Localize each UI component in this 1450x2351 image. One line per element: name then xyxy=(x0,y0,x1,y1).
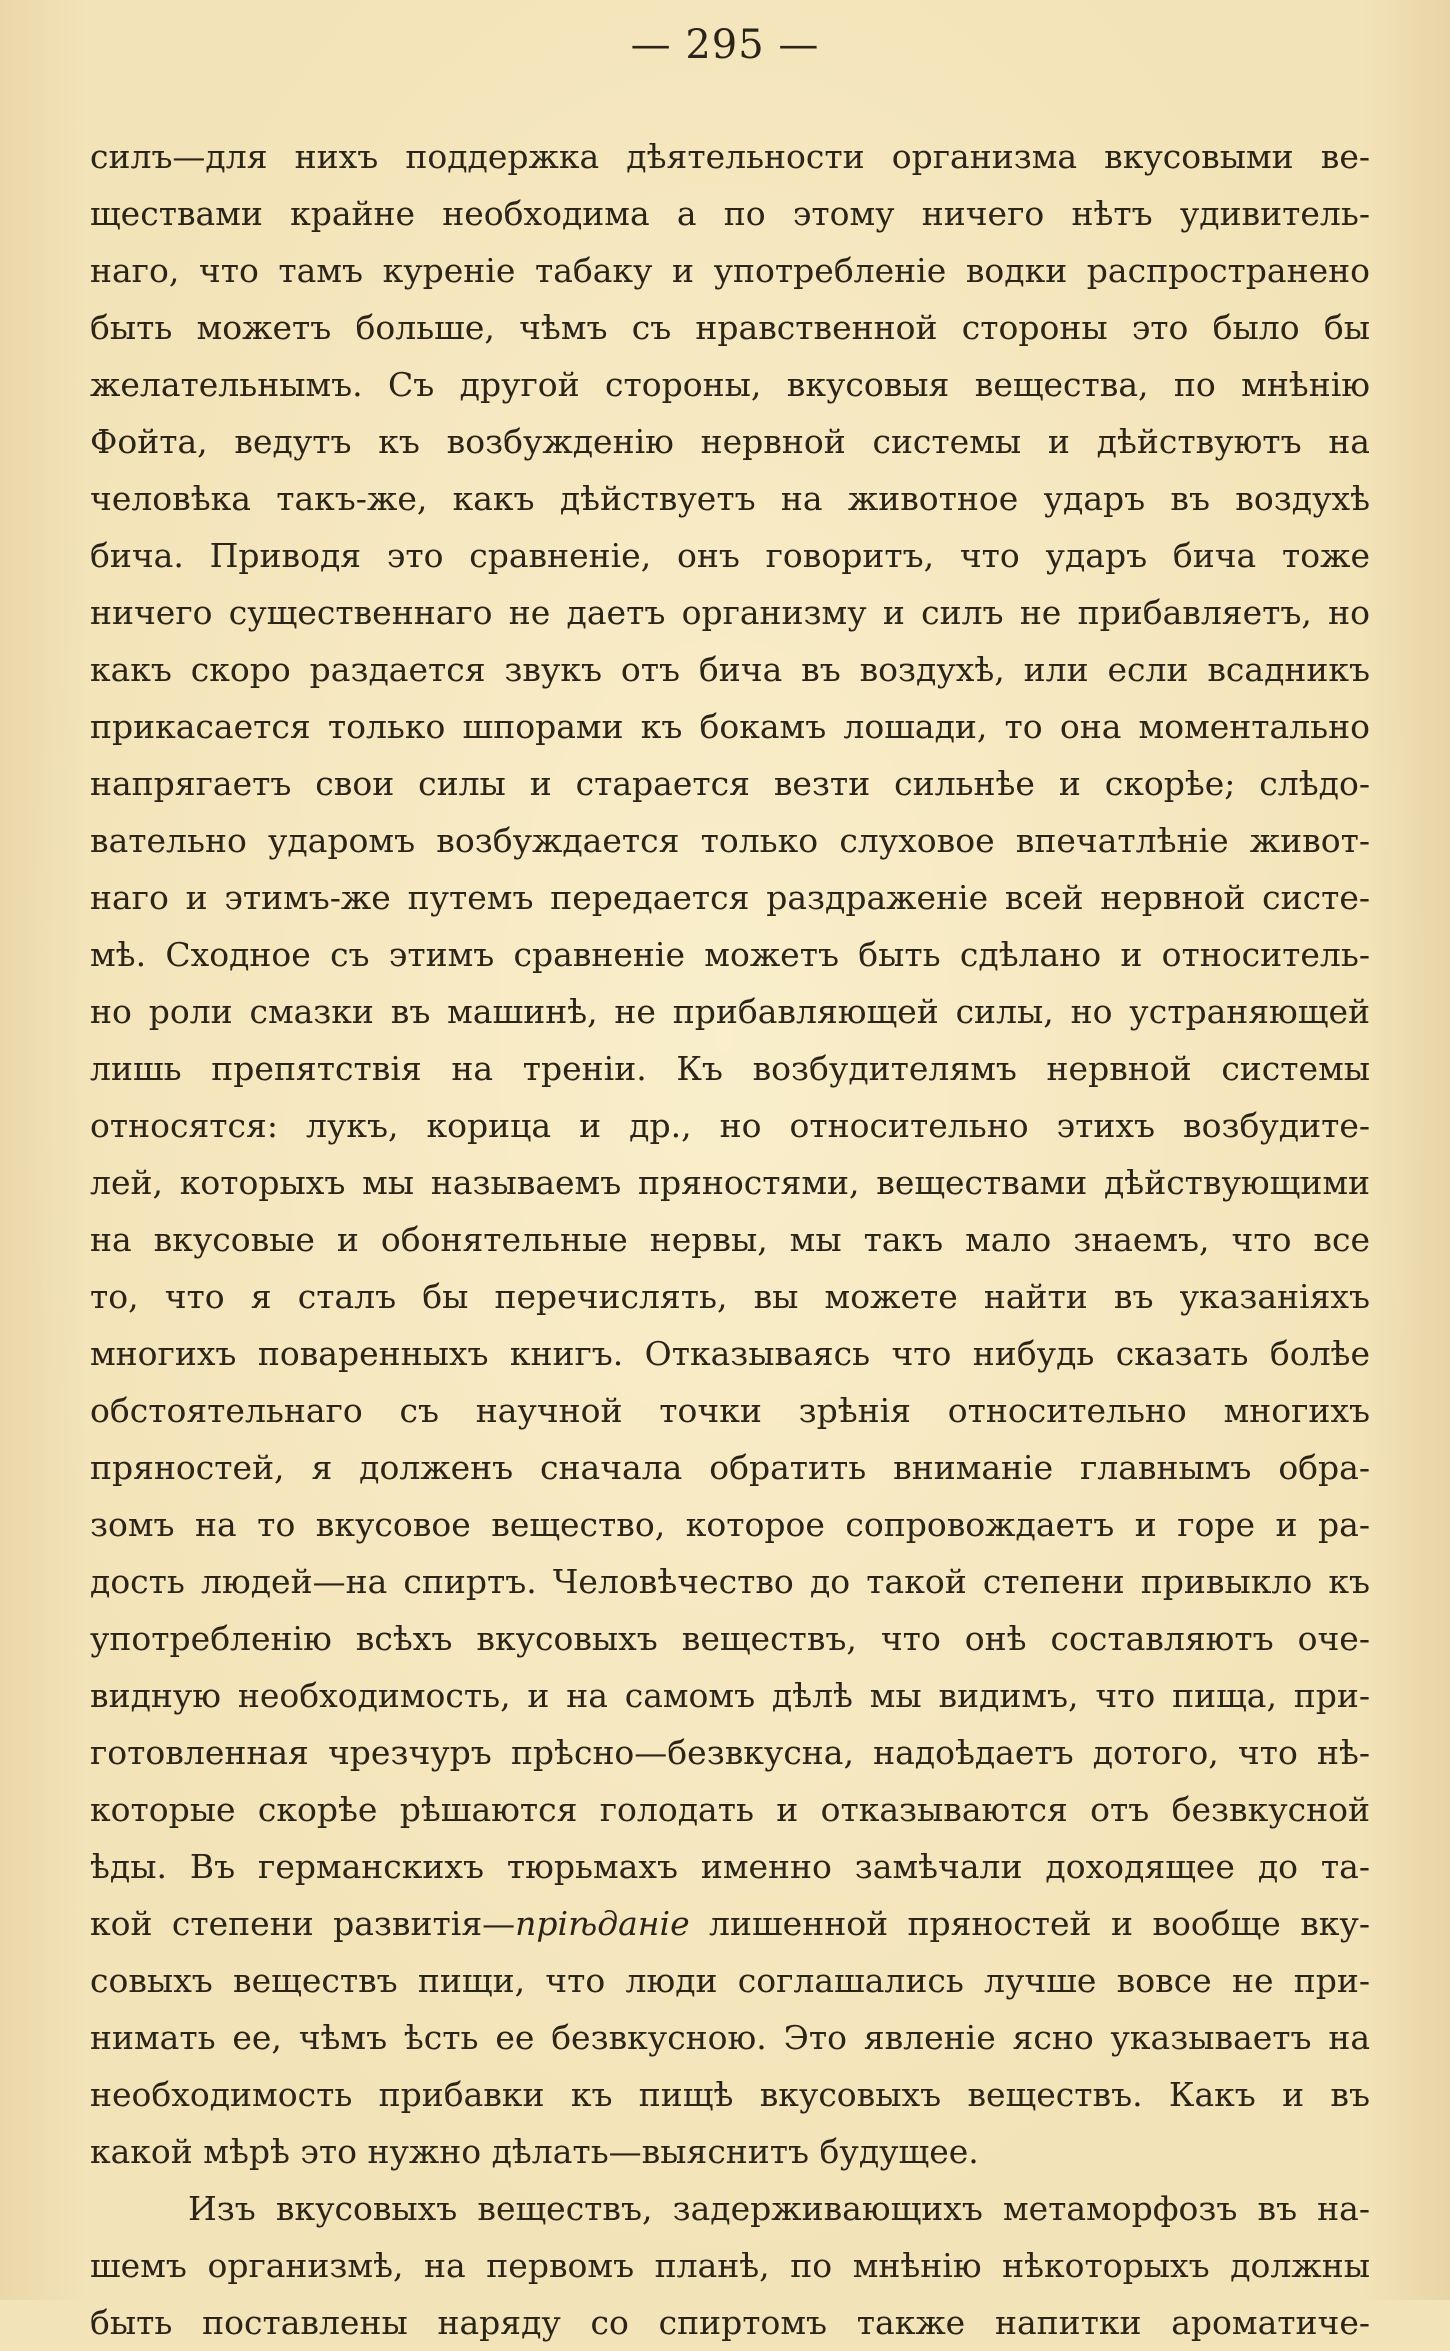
text-line: вательно ударомъ возбуждается только слуховое впечатлѣніе живот- xyxy=(90,821,1370,860)
text-line: шемъ организмѣ, на первомъ планѣ, по мнѣнію нѣкоторыхъ должны xyxy=(90,2246,1370,2285)
body-text xyxy=(90,128,1370,2351)
text-line: пряностей, я долженъ сначала обратить вниманіе главнымъ обра- xyxy=(90,1448,1370,1487)
text-line: лей, которыхъ мы называемъ пряностями, веществами дѣйствующими xyxy=(90,1163,1370,1202)
text-fragment: кой степени развитія— xyxy=(90,1904,516,1943)
text-line: наго и этимъ-же путемъ передается раздраженіе всей нервной систе- xyxy=(90,878,1370,917)
text-line: многихъ поваренныхъ книгъ. Отказываясь что нибудь сказать болѣе xyxy=(90,1334,1370,1373)
text-line: готовленная чрезчуръ прѣсно—безвкусна, надоѣдаетъ дотого, что нѣ- xyxy=(90,1733,1370,1772)
text-line: на вкусовые и обонятельные нервы, мы такъ мало знаемъ, что все xyxy=(90,1220,1370,1259)
text-line: зомъ на то вкусовое вещество, которое сопровождаетъ и горе и ра- xyxy=(90,1505,1370,1544)
italic-word: прiѣданiе xyxy=(515,1904,690,1943)
text-line: Фойта, ведутъ къ возбужденію нервной системы и дѣйствуютъ на xyxy=(90,422,1370,461)
text-line: нимать ее, чѣмъ ѣсть ее безвкусною. Это явленіе ясно указываетъ на xyxy=(90,2018,1370,2057)
text-line: наго, что тамъ куреніе табаку и употребленіе водки распространено xyxy=(90,251,1370,290)
text-fragment: лишенной пряностей и вообще вку- xyxy=(689,1904,1370,1943)
text-line: силъ—для нихъ поддержка дѣятельности организма вкусовыми ве- xyxy=(90,137,1370,176)
text-line: то, что я сталъ бы перечислять, вы можете найти въ указаніяхъ xyxy=(90,1277,1370,1316)
text-line: ничего существеннаго не даетъ организму и силъ не прибавляетъ, но xyxy=(90,593,1370,632)
text-line: лишь препятствія на треніи. Къ возбудителямъ нервной системы xyxy=(90,1049,1370,1088)
text-line: но роли смазки въ машинѣ, не прибавляющей силы, но устраняющей xyxy=(90,992,1370,1031)
text-line: необходимость прибавки къ пищѣ вкусовыхъ веществъ. Какъ и въ xyxy=(90,2075,1370,2114)
text-line-with-italic xyxy=(90,1895,1370,1952)
text-line: обстоятельнаго съ научной точки зрѣнія относительно многихъ xyxy=(90,1391,1370,1430)
text-line: ѣды. Въ германскихъ тюрьмахъ именно замѣчали доходящее до та- xyxy=(90,1847,1370,1886)
text-line: ществами крайне необходима а по этому ничего нѣтъ удивитель- xyxy=(90,194,1370,233)
text-line: напрягаетъ свои силы и старается везти сильнѣе и скорѣе; слѣдо- xyxy=(90,764,1370,803)
text-line: прикасается только шпорами къ бокамъ лошади, то она моментально xyxy=(90,707,1370,746)
text-line: желательнымъ. Съ другой стороны, вкусовыя вещества, по мнѣнію xyxy=(90,365,1370,404)
text-line: которые скорѣе рѣшаются голодать и отказываются отъ безвкусной xyxy=(90,1790,1370,1829)
text-line: видную необходимость, и на самомъ дѣлѣ мы видимъ, что пища, при- xyxy=(90,1676,1370,1715)
text-line: быть поставлены наряду со спиртомъ также напитки ароматиче- xyxy=(90,2303,1370,2342)
paragraph-first-line: Изъ вкусовыхъ веществъ, задерживающихъ метаморфозъ въ на- xyxy=(188,2189,1370,2228)
text-line: дость людей—на спиртъ. Человѣчество до такой степени привыкло къ xyxy=(90,1562,1370,1601)
text-line: какъ скоро раздается звукъ отъ бича въ воздухѣ, или если всадникъ xyxy=(90,650,1370,689)
text-line: мѣ. Сходное съ этимъ сравненіе можетъ быть сдѣлано и относитель- xyxy=(90,935,1370,974)
paragraph-last-line: какой мѣрѣ это нужно дѣлать—выяснитъ будущее. xyxy=(90,2132,979,2171)
text-line: человѣка такъ-же, какъ дѣйствуетъ на животное ударъ въ воздухѣ xyxy=(90,479,1370,518)
text-line: совыхъ веществъ пищи, что люди соглашались лучше вовсе не при- xyxy=(90,1961,1370,2000)
page-number: — 295 — xyxy=(630,22,820,68)
text-line: употребленію всѣхъ вкусовыхъ веществъ, что онѣ составляютъ оче- xyxy=(90,1619,1370,1658)
text-line: относятся: лукъ, корица и др., но относительно этихъ возбудите- xyxy=(90,1106,1370,1145)
text-line: бича. Приводя это сравненіе, онъ говоритъ, что ударъ бича тоже xyxy=(90,536,1370,575)
text-line: быть можетъ больше, чѣмъ съ нравственной стороны это было бы xyxy=(90,308,1370,347)
